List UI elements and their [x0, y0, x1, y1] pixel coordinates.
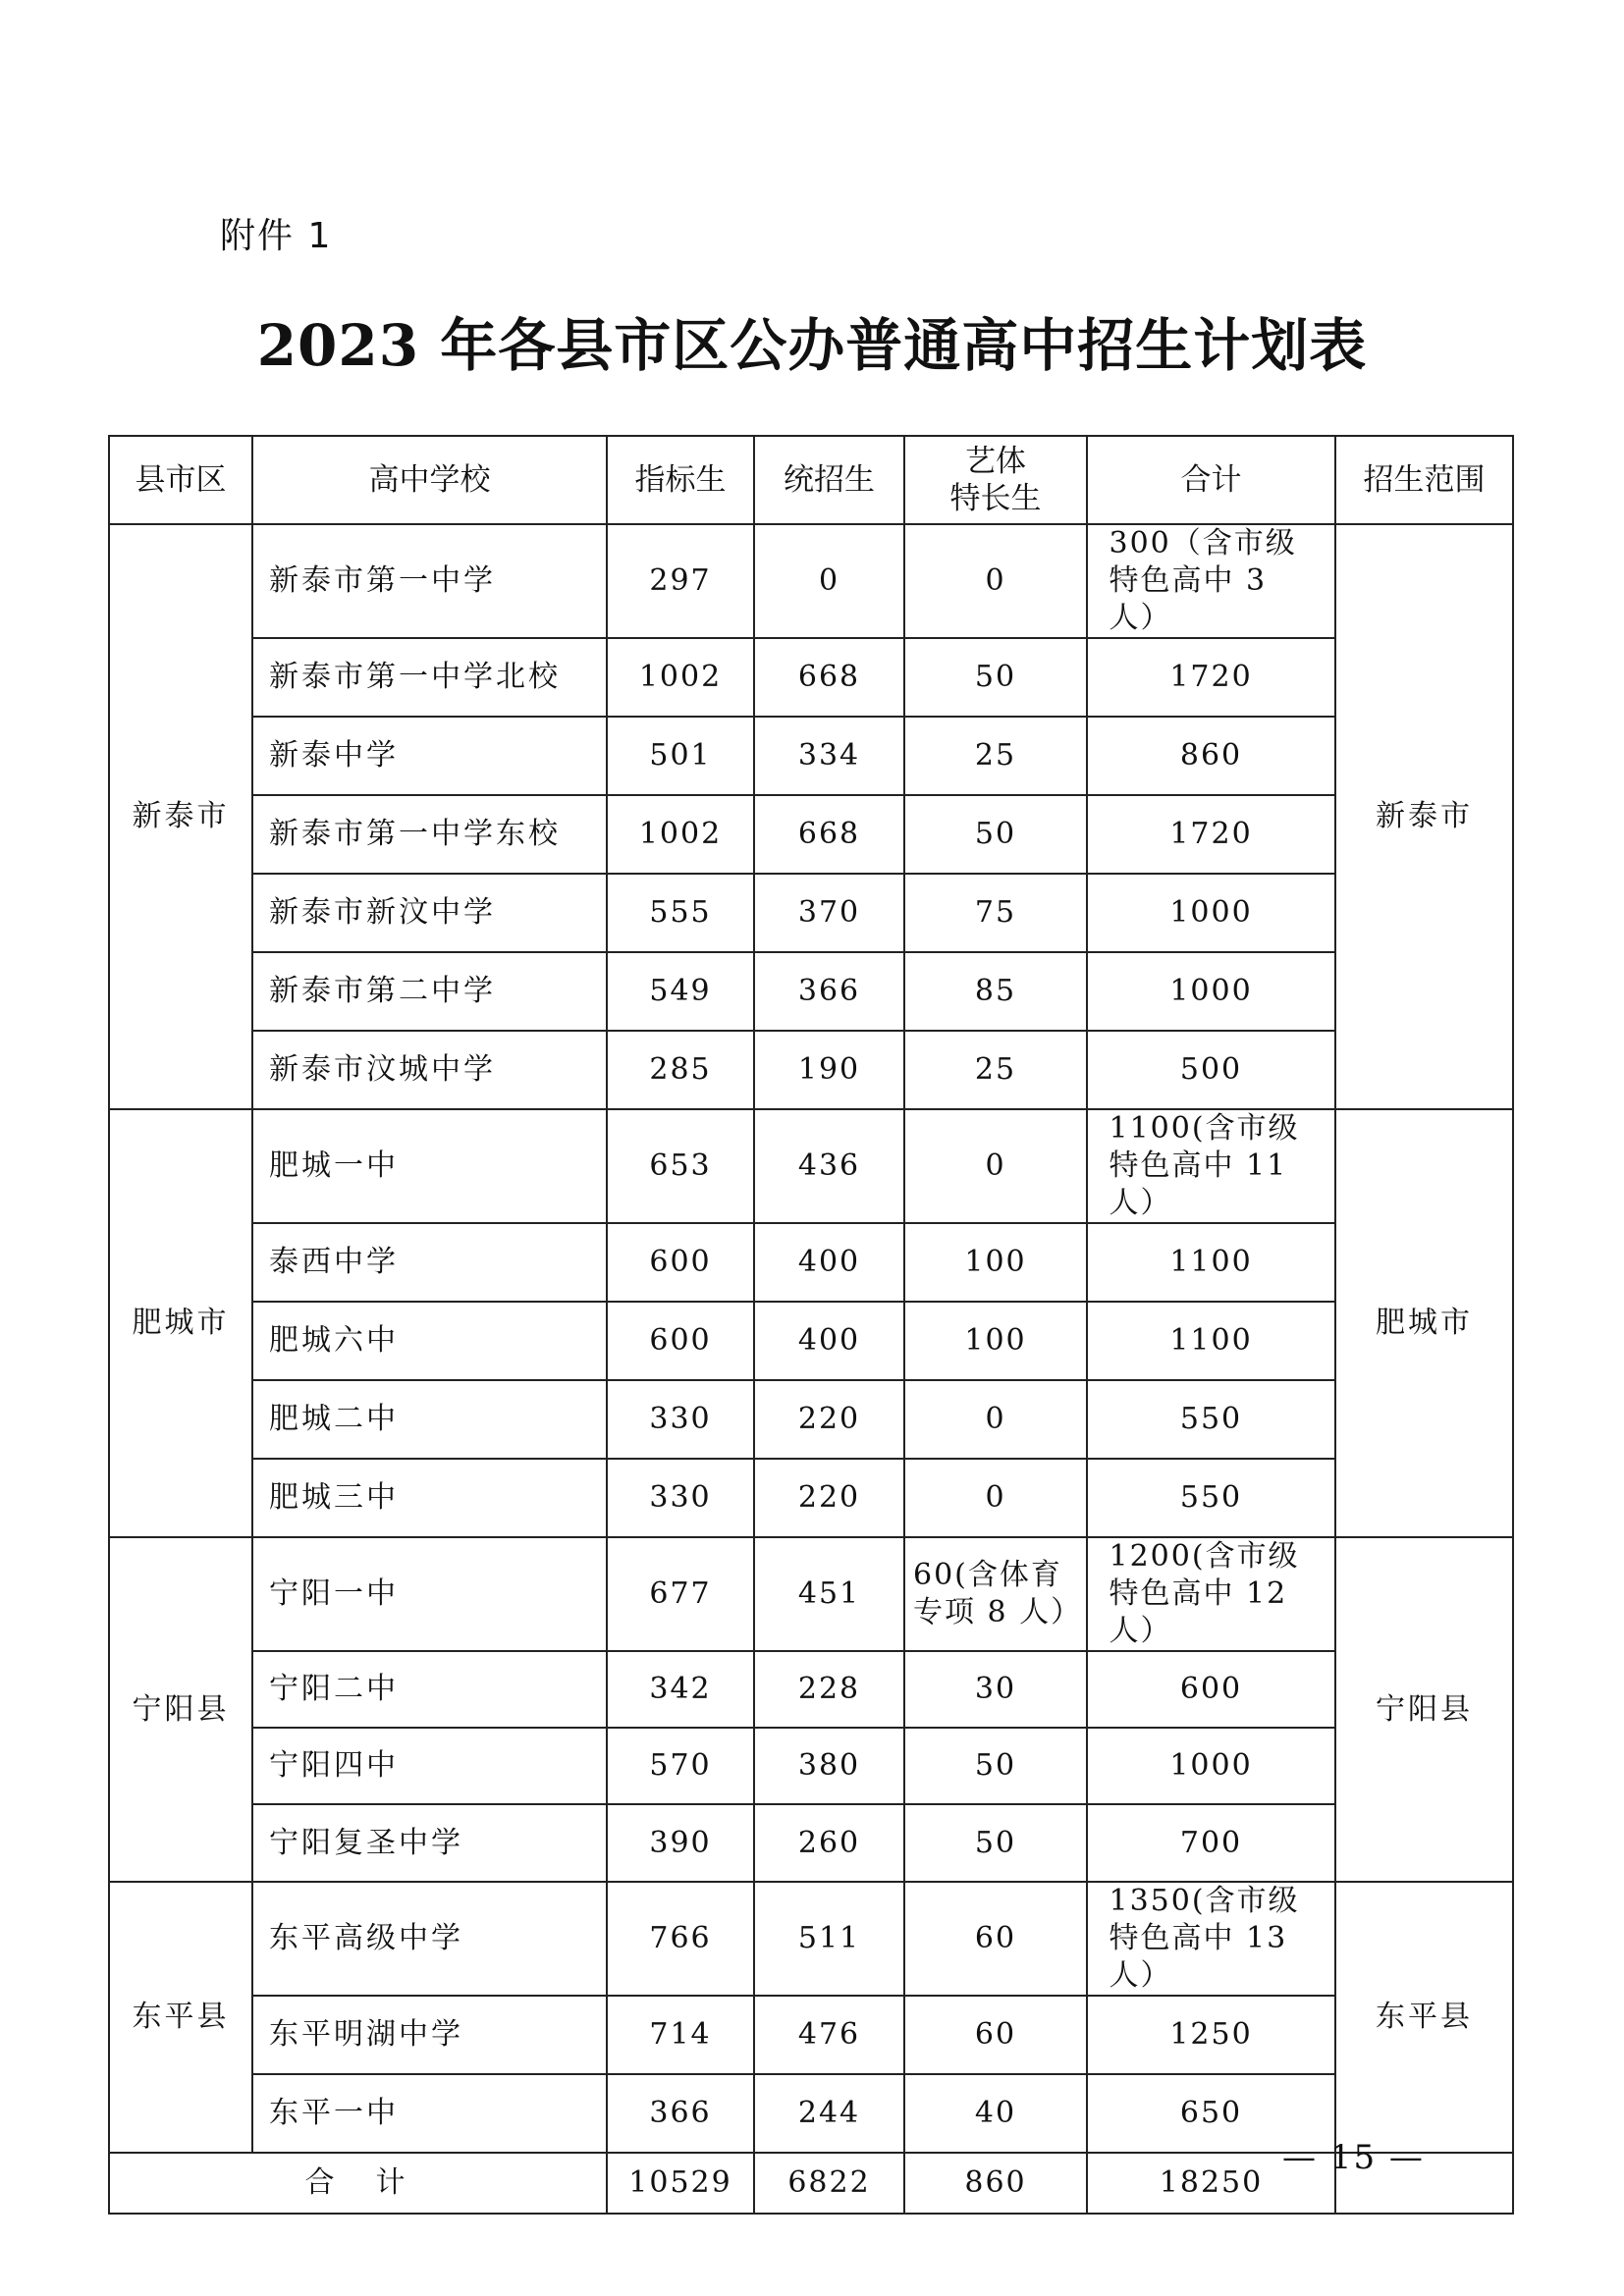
art-cell: 75: [904, 874, 1087, 952]
unified-cell: 220: [754, 1459, 904, 1537]
table-row: [109, 1109, 1513, 1223]
table-row: [109, 1728, 1513, 1804]
total-cell: [1087, 1882, 1335, 1996]
school-cell: 东平明湖中学: [252, 1996, 607, 2074]
summary-unified: 6822: [754, 2153, 904, 2214]
table-row: [109, 524, 1513, 638]
quota-cell: 501: [607, 717, 754, 795]
total-cell: [1087, 1537, 1335, 1651]
summary-art: 860: [904, 2153, 1087, 2214]
table-row: [109, 1804, 1513, 1882]
scope-cell: 新泰市: [1335, 524, 1513, 1109]
table-row: [109, 874, 1513, 952]
school-cell: 肥城三中: [252, 1459, 607, 1537]
header-school: 高中学校: [252, 436, 607, 524]
quota-cell: 653: [607, 1109, 754, 1223]
quota-cell: 555: [607, 874, 754, 952]
document-title: 2023 年各县市区公办普通高中招生计划表: [256, 312, 1368, 379]
total-cell: 550: [1087, 1459, 1335, 1537]
art-cell: [904, 1537, 1087, 1651]
table-row: [109, 1996, 1513, 2074]
quota-cell: 600: [607, 1223, 754, 1302]
quota-cell: 600: [607, 1302, 754, 1380]
total-cell: 650: [1087, 2074, 1335, 2153]
art-cell: 0: [904, 1109, 1087, 1223]
header-quota: 指标生: [607, 436, 754, 524]
art-cell: 50: [904, 638, 1087, 717]
school-cell: 新泰中学: [252, 717, 607, 795]
school-cell: 宁阳一中: [252, 1537, 607, 1651]
county-cell: 肥城市: [109, 1109, 252, 1537]
total-cell: 1720: [1087, 638, 1335, 717]
table-row: [109, 1882, 1513, 1996]
total-cell: 1000: [1087, 952, 1335, 1031]
county-cell: 宁阳县: [109, 1537, 252, 1882]
unified-cell: 370: [754, 874, 904, 952]
school-cell: 肥城一中: [252, 1109, 607, 1223]
art-cell: 0: [904, 1380, 1087, 1459]
header-scope: 招生范围: [1335, 436, 1513, 524]
table-row: [109, 1302, 1513, 1380]
quota-cell: 570: [607, 1728, 754, 1804]
art-cell: 50: [904, 1728, 1087, 1804]
total-cell: [1087, 1109, 1335, 1223]
total-cell: 1720: [1087, 795, 1335, 874]
art-cell: 0: [904, 1459, 1087, 1537]
school-cell: 肥城六中: [252, 1302, 607, 1380]
quota-cell: 330: [607, 1459, 754, 1537]
quota-cell: 714: [607, 1996, 754, 2074]
summary-label: 合 计: [109, 2153, 607, 2214]
school-cell: 宁阳四中: [252, 1728, 607, 1804]
table-row: [109, 1537, 1513, 1651]
unified-cell: 0: [754, 524, 904, 638]
total-cell: 860: [1087, 717, 1335, 795]
total-cell: 550: [1087, 1380, 1335, 1459]
art-cell: 50: [904, 1804, 1087, 1882]
header-art-sport-line2: 特长生: [949, 481, 1042, 516]
art-cell: 60: [904, 1882, 1087, 1996]
table-row: [109, 1031, 1513, 1109]
art-cell: 60: [904, 1996, 1087, 2074]
total-cell: 1100: [1087, 1302, 1335, 1380]
page-number: — 15 —: [1282, 2138, 1425, 2177]
unified-cell: 400: [754, 1302, 904, 1380]
total-note: 300（含市级特色高中 3 人）: [1109, 526, 1297, 635]
summary-quota: 10529: [607, 2153, 754, 2214]
school-cell: 东平高级中学: [252, 1882, 607, 1996]
unified-cell: 366: [754, 952, 904, 1031]
total-cell: 1250: [1087, 1996, 1335, 2074]
quota-cell: 342: [607, 1651, 754, 1728]
quota-cell: 297: [607, 524, 754, 638]
table-row: [109, 795, 1513, 874]
quota-cell: 1002: [607, 638, 754, 717]
unified-cell: 436: [754, 1109, 904, 1223]
total-note: 1200(含市级特色高中 12 人）: [1109, 1539, 1300, 1648]
header-county: 县市区: [109, 436, 252, 524]
unified-cell: 228: [754, 1651, 904, 1728]
total-cell: 500: [1087, 1031, 1335, 1109]
total-cell: 700: [1087, 1804, 1335, 1882]
art-cell: 100: [904, 1302, 1087, 1380]
table-row: [109, 1223, 1513, 1302]
quota-cell: 390: [607, 1804, 754, 1882]
total-note: 1350(含市级特色高中 13 人）: [1109, 1884, 1300, 1993]
quota-cell: 285: [607, 1031, 754, 1109]
county-cell: 新泰市: [109, 524, 252, 1109]
school-cell: 宁阳复圣中学: [252, 1804, 607, 1882]
header-unified: 统招生: [754, 436, 904, 524]
scope-cell: 宁阳县: [1335, 1537, 1513, 1882]
unified-cell: 220: [754, 1380, 904, 1459]
school-cell: 新泰市第一中学北校: [252, 638, 607, 717]
total-cell: 1000: [1087, 1728, 1335, 1804]
quota-cell: 549: [607, 952, 754, 1031]
table-row: [109, 638, 1513, 717]
art-cell: 25: [904, 717, 1087, 795]
school-cell: 新泰市第二中学: [252, 952, 607, 1031]
header-row: [109, 436, 1513, 524]
unified-cell: 334: [754, 717, 904, 795]
art-cell: 40: [904, 2074, 1087, 2153]
quota-cell: 330: [607, 1380, 754, 1459]
school-cell: 泰西中学: [252, 1223, 607, 1302]
unified-cell: 400: [754, 1223, 904, 1302]
art-note: 60(含体育专项 8 人）: [913, 1558, 1083, 1629]
table-row: [109, 952, 1513, 1031]
total-cell: 600: [1087, 1651, 1335, 1728]
art-cell: 100: [904, 1223, 1087, 1302]
table-row: [109, 1651, 1513, 1728]
total-cell: [1087, 524, 1335, 638]
school-cell: 肥城二中: [252, 1380, 607, 1459]
scope-cell: 肥城市: [1335, 1109, 1513, 1537]
unified-cell: 244: [754, 2074, 904, 2153]
unified-cell: 380: [754, 1728, 904, 1804]
art-cell: 0: [904, 524, 1087, 638]
total-note: 1100(含市级特色高中 11 人）: [1109, 1111, 1300, 1220]
unified-cell: 451: [754, 1537, 904, 1651]
quota-cell: 1002: [607, 795, 754, 874]
enrollment-plan-table: [108, 435, 1514, 2215]
unified-cell: 511: [754, 1882, 904, 1996]
scope-cell: 东平县: [1335, 1882, 1513, 2153]
art-cell: 25: [904, 1031, 1087, 1109]
school-cell: 新泰市第一中学: [252, 524, 607, 638]
header-art-sport-line1: 艺体: [965, 444, 1026, 479]
total-cell: 1000: [1087, 874, 1335, 952]
table-row: [109, 1459, 1513, 1537]
quota-cell: 766: [607, 1882, 754, 1996]
unified-cell: 668: [754, 638, 904, 717]
school-cell: 宁阳二中: [252, 1651, 607, 1728]
art-cell: 85: [904, 952, 1087, 1031]
county-cell: 东平县: [109, 1882, 252, 2153]
total-cell: 1100: [1087, 1223, 1335, 1302]
table-row: [109, 1380, 1513, 1459]
school-cell: 新泰市第一中学东校: [252, 795, 607, 874]
school-cell: 新泰市新汶中学: [252, 874, 607, 952]
summary-total: 18250: [1087, 2153, 1335, 2214]
unified-cell: 190: [754, 1031, 904, 1109]
attachment-label: 附件 1: [220, 216, 333, 256]
table-row: [109, 717, 1513, 795]
unified-cell: 668: [754, 795, 904, 874]
quota-cell: 366: [607, 2074, 754, 2153]
header-art-sport: [904, 436, 1087, 524]
unified-cell: 476: [754, 1996, 904, 2074]
header-total: 合计: [1087, 436, 1335, 524]
quota-cell: 677: [607, 1537, 754, 1651]
unified-cell: 260: [754, 1804, 904, 1882]
school-cell: 东平一中: [252, 2074, 607, 2153]
art-cell: 50: [904, 795, 1087, 874]
art-cell: 30: [904, 1651, 1087, 1728]
school-cell: 新泰市汶城中学: [252, 1031, 607, 1109]
